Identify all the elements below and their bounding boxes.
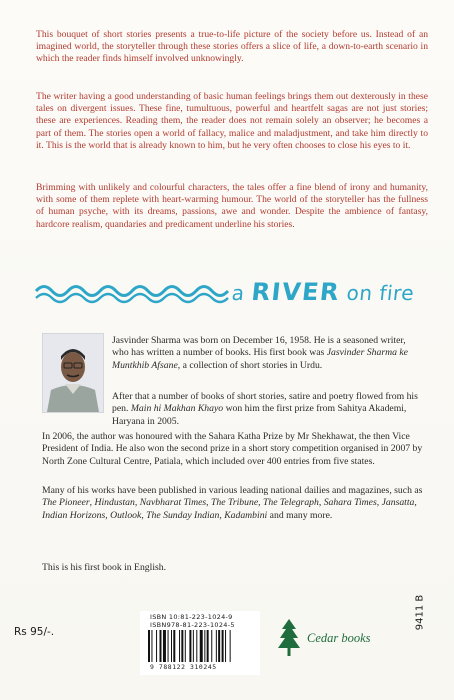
barcode-bar [185,630,186,662]
bio-text: and many more. [267,509,333,521]
book-title-italic: Jasvinder Sharma ke Muntkhib Afsane [112,347,408,371]
bio-text: Many of his works have been published in various leading national dailies and magazines, such as [42,485,423,496]
barcode-bar [204,630,205,662]
blurb-paragraph-1: This bouquet of short stories presents a true-to-life picture of the society before us. Instead of an imagined world, the storyteller through these stories offers a slice of life, a down-to-earth scenario in which the reader finds himself involved unknowingly. [36,29,428,65]
author-photo [42,333,104,413]
isbn-10: ISBN 10:81-223-1024-9 [150,613,233,621]
bio-text: Jasvinder Sharma was born on December 16, 1958. He is a seasoned writer, who has written a number of books. His first book was [112,335,406,359]
barcode-icon [146,630,256,662]
barcode-bar [230,630,231,662]
book-title [231,278,416,306]
author-bio-3: In 2006, the author was honoured with the Sahara Katha Prize by Mr Shekhawat, the then Vice President of India. He also won the second prize in a short story competition organised in 2007 by North Zone Cultural Centre, Patiala, which included over 400 entries from five states. [42,431,423,467]
title-main: RIVER [250,278,342,306]
barcode-bar [207,630,209,662]
bio-text: After that a number of books of short stories, satire and poetry flowed from his pen. [112,391,418,415]
barcode-bar [179,630,180,662]
barcode-bar [151,630,152,662]
barcode-bar [222,630,224,662]
blurb-paragraph-3: Brimming with unlikely and colourful characters, the tales offer a fine blend of irony and humanity, with some of them replete with heart-warming humour. The world of the storyteller has the fullness of human psyche, with its dreams, passions, awe and wonder. Despite the ambience of fantasy, hardcore realism, quandaries and predicament underline his stories. [36,182,428,230]
barcode-bar [218,630,220,662]
publication-name: Indian Horizons [42,509,106,521]
author-portrait-icon [43,334,103,412]
barcode-bar [160,630,162,662]
publication-name: Navbharat Times [139,497,207,509]
publication-name: The Pioneer [42,497,90,509]
spine-code-text: 9411 B [414,594,426,631]
publication-name: Jansatta [381,497,415,509]
cedar-tree-logo-icon [277,617,301,659]
barcode-bar [225,630,226,662]
title-on: on [345,281,374,305]
publication-name: The Telegraph [262,497,319,509]
barcode-bar [173,630,175,662]
publication-name: Hindustan [94,497,135,509]
spine-code [414,593,440,637]
barcode-bar [171,630,172,662]
publisher-name: Cedar books [307,631,371,645]
bio-text: , a collection of short stories in Urdu. [177,359,323,371]
barcode-bar [196,630,197,662]
author-bio-5: This is his first book in English. [42,562,167,573]
publication-name: The Sunday Indian [146,509,220,521]
barcode-bar [181,630,183,662]
barcode-bar [189,630,191,662]
barcode-bar [193,630,194,662]
publication-name: Sahara Times [323,497,377,509]
author-bio-1 [112,335,422,372]
barcode-bar [148,630,150,662]
price-label: Rs 95/-. [14,626,55,638]
bio-text: won him the first prize from Sahitya Akademi, Haryana in 2005. [112,403,407,427]
author-bio-4: Many of his works have been published in various leading national dailies and magazines, such as The Pioneer, Hindustan, Navbharat Times, The Tribune, The Telegraph, Sahara Times, Jansatta, Indian Horizons, Outlook, The Sunday Indian, Kadambini and many more. [42,485,423,521]
barcode-bar [168,630,169,662]
barcode-bar [163,630,166,662]
barcode-number: 9 788122 310245 [150,663,217,671]
title-suffix: fire [378,281,416,305]
publication-name: Outlook [110,509,142,521]
barcode-bar [200,630,203,662]
publication-name: The Tribune [211,497,259,509]
book-title-italic: Main hi Makhan Khayo [130,403,224,415]
isbn-13: ISBN978-81-223-1024-5 [150,621,235,629]
blurb-paragraph-2: The writer having a good understanding of basic human feelings brings them out dexterously in these tales on divergent issues. These fine, tumultuous, powerful and heartfelt sagas are not just stories; these are experiences. Reading them, the reader does not remain solely an observer; he becomes a part of them. The stories open a world of fallacy, malice and maladjustment, and take him directly to it. This is the world that is already known to him, but he very often chooses to close his eyes to it. [36,91,428,151]
title-prefix: a [230,281,246,305]
wave-decoration-icon [34,279,234,305]
barcode-bar [211,630,212,662]
barcode-bar [156,630,157,662]
barcode-bar [216,630,217,662]
publication-name: Kadambini [224,509,268,521]
author-bio-2 [112,391,428,428]
